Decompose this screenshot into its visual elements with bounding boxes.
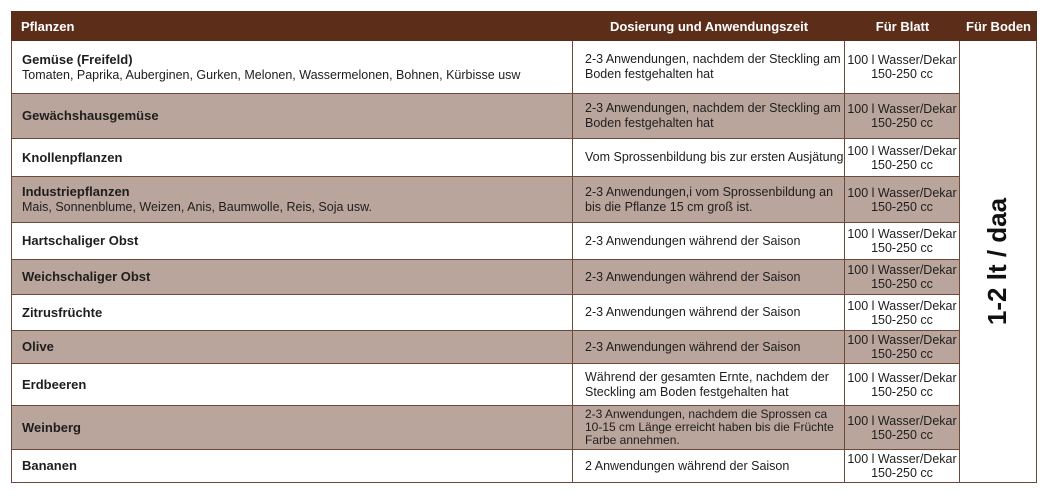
- leaf-cell: [845, 139, 960, 176]
- dosage-table: [11, 11, 1037, 483]
- plant-name: Bananen: [22, 458, 77, 473]
- leaf-water: 100 l Wasser/Dekar: [847, 102, 957, 116]
- table-row: [11, 94, 960, 139]
- plant-cell: [11, 41, 573, 93]
- plant-cell: [11, 450, 573, 482]
- dosage-cell: 2-3 Anwendungen, nachdem die Sprossen ca 10-15 cm Länge erreicht haben bis die Früchte Farbe annehmen.: [573, 406, 845, 449]
- table-row: [11, 450, 960, 483]
- plant-examples: Tomaten, Paprika, Auberginen, Gurken, Melonen, Wassermelonen, Bohnen, Kürbisse usw: [22, 67, 521, 82]
- dosage-cell: Vom Sprossenbildung bis zur ersten Ausjätung: [573, 139, 845, 176]
- header-dosage: Dosierung und Anwendungszeit: [609, 18, 809, 34]
- leaf-amount: 150-250 cc: [871, 466, 933, 480]
- leaf-cell: [845, 41, 960, 93]
- leaf-cell: [845, 295, 960, 330]
- plant-name: Hartschaliger Obst: [22, 233, 139, 248]
- plant-cell: [11, 177, 573, 222]
- leaf-cell: [845, 177, 960, 222]
- plant-cell: [11, 94, 573, 138]
- soil-cell: [960, 41, 1037, 483]
- soil-value: 1-2 lt / daa: [982, 197, 1013, 326]
- leaf-water: 100 l Wasser/Dekar: [847, 227, 957, 241]
- plant-name: Weinberg: [22, 419, 81, 435]
- plant-name: Gewächshausgemüse: [22, 108, 159, 123]
- plant-cell: [11, 223, 573, 259]
- plant-examples: Mais, Sonnenblume, Weizen, Anis, Baumwolle, Reis, Soja usw.: [22, 200, 372, 214]
- leaf-cell: [845, 223, 960, 259]
- plant-name: Industriepflanzen: [22, 184, 130, 199]
- plant-name: Erdbeeren: [22, 376, 87, 392]
- leaf-cell: [845, 94, 960, 138]
- header-soil: Für Boden: [966, 18, 1031, 34]
- header-plants: Pflanzen: [21, 18, 75, 34]
- leaf-water: 100 l Wasser/Dekar: [847, 452, 957, 466]
- leaf-water: 100 l Wasser/Dekar: [847, 413, 957, 428]
- plant-cell: [11, 406, 573, 449]
- dosage-cell: 2-3 Anwendungen während der Saison: [573, 260, 845, 294]
- table-header: [11, 11, 1037, 41]
- leaf-amount: 150-250 cc: [871, 241, 933, 255]
- dosage-cell: 2-3 Anwendungen während der Saison: [573, 223, 845, 259]
- leaf-water: 100 l Wasser/Dekar: [847, 143, 957, 158]
- leaf-cell: [845, 364, 960, 405]
- plant-name: Weichschaliger Obst: [22, 269, 151, 284]
- table-row: [11, 331, 960, 364]
- table-row: [11, 223, 960, 260]
- leaf-water: 100 l Wasser/Dekar: [847, 370, 957, 385]
- table-row: [11, 364, 960, 406]
- leaf-amount: 150-250 cc: [871, 427, 933, 442]
- dosage-cell: 2-3 Anwendungen, nachdem der Steckling am Boden festgehalten hat: [573, 94, 845, 138]
- plant-cell: [11, 331, 573, 363]
- leaf-water: 100 l Wasser/Dekar: [847, 298, 957, 313]
- dosage-cell: 2-3 Anwendungen während der Saison: [573, 295, 845, 330]
- dosage-cell: Während der gesamten Ernte, nachdem der Steckling am Boden festgehalten hat: [573, 364, 845, 405]
- leaf-amount: 150-250 cc: [871, 116, 933, 130]
- leaf-amount: 150-250 cc: [871, 67, 933, 81]
- table-row: [11, 260, 960, 295]
- dosage-cell: 2-3 Anwendungen, nachdem der Steckling am Boden festgehalten hat: [573, 41, 845, 93]
- table-row: [11, 295, 960, 331]
- plant-cell: [11, 260, 573, 294]
- plant-name: Gemüse (Freifeld): [22, 51, 133, 67]
- header-leaf: Für Blatt: [875, 18, 930, 34]
- leaf-cell: [845, 260, 960, 294]
- table-body: [11, 41, 1037, 483]
- leaf-water: 100 l Wasser/Dekar: [847, 263, 957, 277]
- table-row: [11, 406, 960, 450]
- leaf-amount: 150-250 cc: [871, 347, 933, 361]
- leaf-amount: 150-250 cc: [871, 157, 933, 172]
- leaf-cell: [845, 406, 960, 449]
- leaf-cell: [845, 331, 960, 363]
- plant-name: Knollenpflanzen: [22, 149, 123, 165]
- plant-cell: [11, 295, 573, 330]
- leaf-water: 100 l Wasser/Dekar: [847, 185, 957, 200]
- leaf-amount: 150-250 cc: [871, 384, 933, 399]
- leaf-cell: [845, 450, 960, 482]
- leaf-amount: 150-250 cc: [871, 312, 933, 327]
- table-row: [11, 139, 960, 177]
- table-row: [11, 177, 960, 223]
- plant-cell: [11, 139, 573, 176]
- table-row: [11, 41, 960, 94]
- leaf-amount: 150-250 cc: [871, 277, 933, 291]
- leaf-water: 100 l Wasser/Dekar: [847, 53, 957, 67]
- dosage-cell: 2-3 Anwendungen,i vom Sprossenbildung an bis die Pflanze 15 cm groß ist.: [573, 177, 845, 222]
- dosage-cell: 2-3 Anwendungen während der Saison: [573, 331, 845, 363]
- plant-name: Zitrusfrüchte: [22, 304, 103, 320]
- plant-name: Olive: [22, 339, 54, 354]
- plant-cell: [11, 364, 573, 405]
- dosage-cell: 2 Anwendungen während der Saison: [573, 450, 845, 482]
- table-rows: [11, 41, 960, 483]
- leaf-amount: 150-250 cc: [871, 199, 933, 214]
- leaf-water: 100 l Wasser/Dekar: [847, 333, 957, 347]
